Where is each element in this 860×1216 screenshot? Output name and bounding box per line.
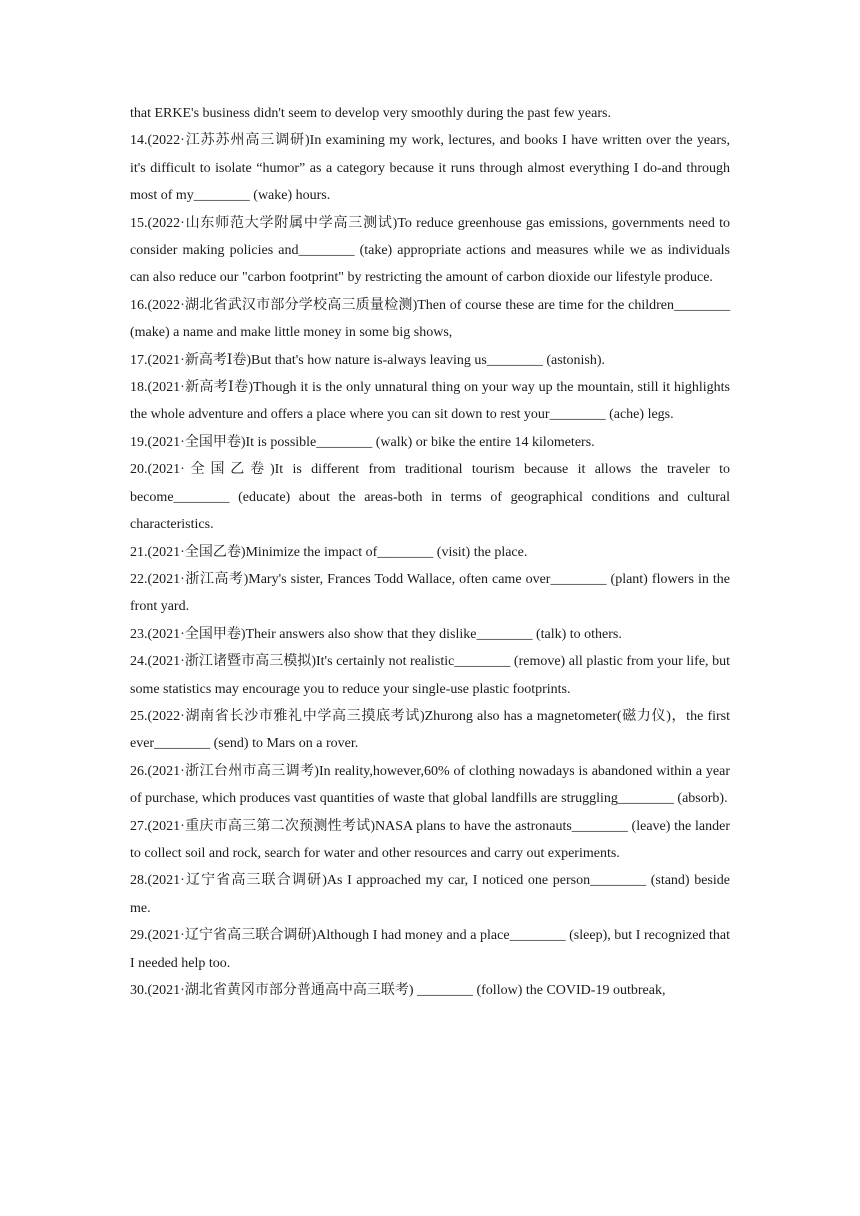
question-20: 20.(2021·全国乙卷)It is different from traditional tourism because it allows the traveler to become________ (educate) about the areas-both in terms of geographical conditions and cultural characteristics. xyxy=(130,462,730,533)
paragraph-continuation: that ERKE's business didn't seem to develop very smoothly during the past few years. xyxy=(130,106,611,121)
exercise-text xyxy=(130,100,730,1004)
question-19: 19.(2021·全国甲卷)It is possible________ (walk) or bike the entire 14 kilometers. xyxy=(130,434,595,450)
question-28: 28.(2021·辽宁省高三联合调研)As I approached my car, I noticed one person________ (stand) beside me. xyxy=(130,873,730,916)
question-25: 25.(2022·湖南省长沙市雅礼中学高三摸底考试)Zhurong also has a magnetometer(磁力仪)，the first ever________ (send) to Mars on a rover. xyxy=(130,708,730,752)
question-21: 21.(2021·全国乙卷)Minimize the impact of________ (visit) the place. xyxy=(130,544,528,560)
question-22: 22.(2021·浙江高考)Mary's sister, Frances Todd Wallace, often came over________ (plant) flowers in the front yard. xyxy=(130,571,730,615)
question-24: 24.(2021·浙江诸暨市高三模拟)It's certainly not realistic________ (remove) all plastic from your life, but some statistics may encourage you to reduce your single-use plastic footprints. xyxy=(130,654,730,697)
question-16: 16.(2022·湖北省武汉市部分学校高三质量检测)Then of course these are time for the children________ (make) a name and make little money in some big shows, xyxy=(130,297,730,341)
question-30: 30.(2021·湖北省黄冈市部分普通高中高三联考) ________ (follow) the COVID-19 outbreak, xyxy=(130,983,666,998)
question-18: 18.(2021·新高考Ⅰ卷)Though it is the only unnatural thing on your way up the mountain, still it highlights the whole adventure and offers a place where you can sit down to rest your________ (ache) legs. xyxy=(130,380,730,423)
question-15: 15.(2022·山东师范大学附属中学高三测试)To reduce greenhouse gas emissions, governments need to consider making policies and________ (take) appropriate actions and measures while we as individuals can also reduce our "carbon footprint" by restricting the amount of carbon dioxide our lifestyle produce. xyxy=(130,215,730,286)
question-23: 23.(2021·全国甲卷)Their answers also show that they dislike________ (talk) to others. xyxy=(130,626,622,642)
question-29: 29.(2021·辽宁省高三联合调研)Although I had money and a place________ (sleep), but I recognized that I needed help too. xyxy=(130,928,730,971)
question-17: 17.(2021·新高考Ⅰ卷)But that's how nature is-always leaving us________ (astonish). xyxy=(130,352,606,368)
question-27: 27.(2021·重庆市高三第二次预测性考试)NASA plans to have the astronauts________ (leave) the lander to collect soil and rock, search for water and other resources and carry out experiments. xyxy=(130,818,730,861)
question-14: 14.(2022·江苏苏州高三调研)In examining my work, lectures, and books I have written over the years, it's difficult to isolate “humor” as a category because it runs through almost everything I do-and through most of my________ (wake) hours. xyxy=(130,133,730,204)
question-26: 26.(2021·浙江台州市高三调考)In reality,however,60% of clothing nowadays is abandoned within a year of purchase, which produces vast quantities of waste that global landfills are struggling________ (absorb). xyxy=(130,763,730,807)
